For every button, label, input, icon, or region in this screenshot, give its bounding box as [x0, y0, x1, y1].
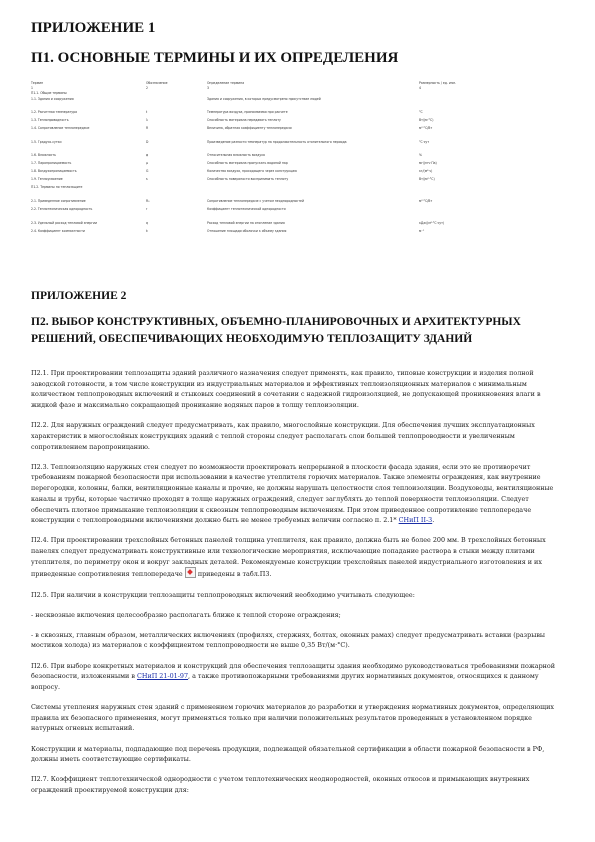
paragraph-p2-7: П2.7. Коэффициент теплотехнической однородности с учетом теплотехнических неоднородностей, оконных откосов и примыкающих внутренних ограждений проектируемой конструкции для:	[31, 775, 530, 794]
paragraph-p2-5: П2.5. При наличии в конструкции теплозащиты теплопроводных включений необходимо учитывать следующее:	[31, 590, 415, 599]
table-cell: 1.5. Градусо-сутки	[31, 140, 62, 144]
table-cell: Сопротивление теплопередаче с учетом неоднородностей	[207, 199, 304, 203]
appendix1-label: ПРИЛОЖЕНИЕ 1	[31, 20, 156, 36]
table-cell: 3	[207, 86, 209, 90]
table-cell: П1.1. Общие термины	[31, 91, 67, 95]
table-row	[31, 91, 571, 96]
appendix2-body	[31, 368, 561, 805]
table-cell: Вт/(м²·°C)	[419, 177, 435, 181]
table-row	[31, 199, 571, 204]
table-cell: 1	[31, 86, 33, 90]
table-row	[31, 169, 571, 174]
snip-link[interactable]: СНиП II-3	[398, 516, 433, 525]
table-cell: λ	[146, 118, 148, 122]
document-page	[31, 14, 571, 794]
snip-21-01-97-link[interactable]: СНиП 21-01-97	[136, 672, 189, 681]
table-row	[31, 140, 571, 145]
table-cell: кг/(м²·ч)	[419, 169, 433, 173]
table-cell: 1.4. Сопротивление теплопередаче	[31, 126, 90, 130]
paragraph-p2-4	[31, 535, 561, 580]
paragraph-fire-systems: Системы утепления наружных стен зданий с применением горючих материалов до разработки и утверждения нормативных документов, определяющих правила их безопасного применения, могут применяться только при наличии положительных результатов проведенных в установленном порядке натурных огневых испытаний.	[31, 703, 554, 733]
paragraph-p2-6	[31, 661, 561, 693]
paragraph-p2-4-tail: приведены в табл.П3.	[197, 570, 272, 579]
table-cell: μ	[146, 161, 148, 165]
table-cell: r	[146, 207, 148, 211]
table-cell: Обозначение	[146, 81, 168, 85]
table-cell: 2.4. Коэффициент компактности	[31, 229, 85, 233]
paragraph-p2-3: П2.3. Теплоизоляцию наружных стен следует по возможности проектировать непрерывной в плоскости фасада здания, если это не противоречит требованиям пожарной безопасности при использовании в качестве утеплителя горючих материалов. Также элементы ограждения, как внутренние перегородки, колонны, балки, вентиляционные каналы и прочие, не должны нарушать целостности слоя теплоизоляции. Воздуховоды, вентиляционные каналы и трубы, которые частично проходят в толще наружных ограждений, следует заглублять до теплой поверхности теплоизоляции. Следует обеспечить плотное примыкание теплоизоляции к сквозным теплопроводным включениям. При этом приведенное сопротивление теплопередаче конструкции с теплопроводными включениями должно быть не менее требуемых величин согласно п. 2.1* СНиП II-3.	[31, 462, 554, 525]
table-cell: °C·сут	[419, 140, 430, 144]
table-cell: Относительная влажность воздуха	[207, 153, 265, 157]
table-row	[31, 207, 571, 212]
table-row	[31, 185, 571, 190]
table-cell: D	[146, 140, 149, 144]
table-row	[31, 118, 571, 123]
table-row	[31, 126, 571, 131]
table-row	[31, 110, 571, 115]
table-cell: 2	[146, 86, 148, 90]
table-cell: Способность материала передавать теплоту	[207, 118, 281, 122]
table-cell: %	[419, 153, 422, 157]
table-row	[31, 221, 571, 226]
table-cell: 1.8. Воздухопроницаемость	[31, 169, 77, 173]
broken-image-icon	[185, 567, 196, 578]
table-cell: мг/(м·ч·Па)	[419, 161, 437, 165]
terms-table	[31, 81, 571, 277]
table-cell: R	[146, 126, 149, 130]
table-cell: 1.2. Расчетная температура	[31, 110, 77, 114]
paragraph-certification: Конструкции и материалы, подпадающие под перечень продукции, подлежащей обязательной сертификации в области пожарной безопасности в РФ, должны иметь соответствующие сертификаты.	[31, 744, 545, 764]
table-cell: s	[146, 177, 148, 181]
table-cell: °C	[419, 110, 423, 114]
table-cell: R₀	[146, 199, 150, 203]
table-cell: П1.2. Термины по теплозащите	[31, 185, 83, 189]
table-cell: Определение термина	[207, 81, 245, 85]
paragraph-p2-2: П2.2. Для наружных ограждений следует предусматривать, как правило, многослойные конструкции. Для обеспечения лучших эксплуатационных характеристик в многослойных конструкциях зданий с теплой стороны следует располагать слои большей теплопроводности и увеличенным сопротивлением паропроницанию.	[31, 421, 535, 451]
table-cell: 2.1. Приведенное сопротивление	[31, 199, 86, 203]
table-cell: 1.7. Паропроницаемость	[31, 161, 72, 165]
appendix2-title: П2. ВЫБОР КОНСТРУКТИВНЫХ, ОБЪЕМНО-ПЛАНИРОВОЧНЫХ И АРХИТЕКТУРНЫХ РЕШЕНИЙ, ОБЕСПЕЧИВАЮЩИХ НЕОБХОДИМУЮ ТЕПЛОЗАЩИТУ ЗДАНИЙ	[31, 316, 521, 345]
table-cell: Способность материала пропускать водяной пар	[207, 161, 288, 165]
table-cell: Температура воздуха, принимаемая при расчете	[207, 110, 288, 114]
table-cell: Отношение площади оболочки к объему здания	[207, 229, 287, 233]
table-cell: м²·°C/Вт	[419, 199, 433, 203]
appendix2-label: ПРИЛОЖЕНИЕ 2	[31, 290, 127, 302]
table-cell: кДж/(м²·°C·сут)	[419, 221, 445, 225]
paragraph-p2-6-tail: , а также противопожарными требованиями других нормативных документов, относящихся к данному вопросу.	[31, 672, 539, 691]
table-cell: k	[146, 229, 148, 233]
table-cell: t	[146, 110, 148, 114]
table-cell: Здания и сооружения, в которых предусмотрено присутствие людей	[207, 97, 321, 101]
paragraph-p2-3-text: П2.3. Теплоизоляцию наружных стен следует по возможности проектировать непрерывной в плоскости фасада здания, если это не противоречит требованиям пожарной безопасности при использовании в качестве утеплителя горючих материалов. Также элементы ограждения, как внутренние перегородки, колонны, балки, вентиляционные каналы и прочие, не должны нарушать целостности слоя теплоизоляции. Воздуховоды, вентиляционные каналы и трубы, которые частично проходят в толще наружных ограждений, следует заглублять до теплой поверхности теплоизоляции. Следует обеспечить плотное примыкание теплоизоляции к сквозным теплопроводным включениям. При этом приведенное сопротивление теплопередаче конструкции с теплопроводными включениями должно быть не менее требуемых величин согласно п. 2.1*	[31, 462, 554, 525]
table-cell: Вт/(м·°C)	[419, 118, 434, 122]
table-row	[31, 153, 571, 158]
table-cell: 2.3. Удельный расход тепловой энергии	[31, 221, 98, 225]
table-cell: Размерность / ед. изм.	[419, 81, 456, 85]
table-row	[31, 97, 571, 102]
table-cell: Термин	[31, 81, 44, 85]
table-cell: φ	[146, 153, 149, 157]
paragraph-p2-1: П2.1. При проектировании теплозащиты зданий различного назначения следует применять, как правило, типовые конструкции и изделия полной заводской готовности, в том числе конструкции из индустриальных материалов и эффективных теплоизоляционных материалов с минимальным количеством теплопроводных включений и стыковых соединений в сочетании с надежной гидроизоляцией, не допускающей проникновения влаги в жидкой фазе и максимально сокращающей проникание водяных паров в толщу теплоизоляции.	[31, 369, 541, 410]
table-cell: Количество воздуха, проходящего через конструкцию	[207, 169, 297, 173]
table-cell: Расход тепловой энергии на отопление здания	[207, 221, 285, 225]
table-cell: Способность поверхности воспринимать теплоту	[207, 177, 289, 181]
table-cell: G	[146, 169, 149, 173]
paragraph-p2-6-text: П2.6. При выборе конкретных материалов и конструкций для обеспечения теплозащиты здания необходимо руководствоваться требованиями пожарной безопасности, изложенными в	[31, 661, 556, 681]
table-row	[31, 177, 571, 182]
table-row	[31, 161, 571, 166]
table-cell: Коэффициент теплотехнической однородности	[207, 207, 286, 211]
table-cell: м²·°C/Вт	[419, 126, 433, 130]
appendix1-title: П1. ОСНОВНЫЕ ТЕРМИНЫ И ИХ ОПРЕДЕЛЕНИЯ	[31, 50, 399, 66]
table-cell: 2.2. Теплотехническая однородность	[31, 207, 93, 211]
table-cell: 1.9. Теплоусвоение	[31, 177, 63, 181]
table-row	[31, 229, 571, 234]
table-cell: q	[146, 221, 148, 225]
table-cell: 4	[419, 86, 421, 90]
table-cell: 1.3. Теплопроводность	[31, 118, 69, 122]
paragraph-p2-5-item2: - в сквозных, главным образом, металлических включениях (профилях, стержнях, болтах, оконных рамах) следует предусматривать вставки (разрывы мостиков холода) из материалов с коэффициентом теплопроводности не выше 0,35 Вт/(м·°С).	[31, 630, 546, 650]
paragraph-p2-5-item1: - несквозные включения целесообразно располагать ближе к теплой стороне ограждения;	[31, 610, 341, 619]
table-cell: Величина, обратная коэффициенту теплопередачи	[207, 126, 292, 130]
table-cell: 1.1. Здания и сооружения	[31, 97, 74, 101]
table-cell: м⁻¹	[419, 229, 425, 233]
table-cell: 1.6. Влажность	[31, 153, 56, 157]
paragraph-p2-4-text: П2.4. При проектировании трехслойных бетонных панелей толщина утеплителя, как правило, должна быть не более 200 мм. В трехслойных бетонных панелях следует предусматривать конструктивные или технологические мероприятия, исключающие попадание раствора в стыки между плитами утеплителя, по периметру окон и вокруг закладных деталей. Рекомендуемые конструкции трехслойных панелей индустриального изготовления и их приведенные сопротивления теплопередаче	[31, 536, 546, 579]
table-cell: Произведение разности температур на продолжительность отопительного периода	[207, 140, 347, 144]
